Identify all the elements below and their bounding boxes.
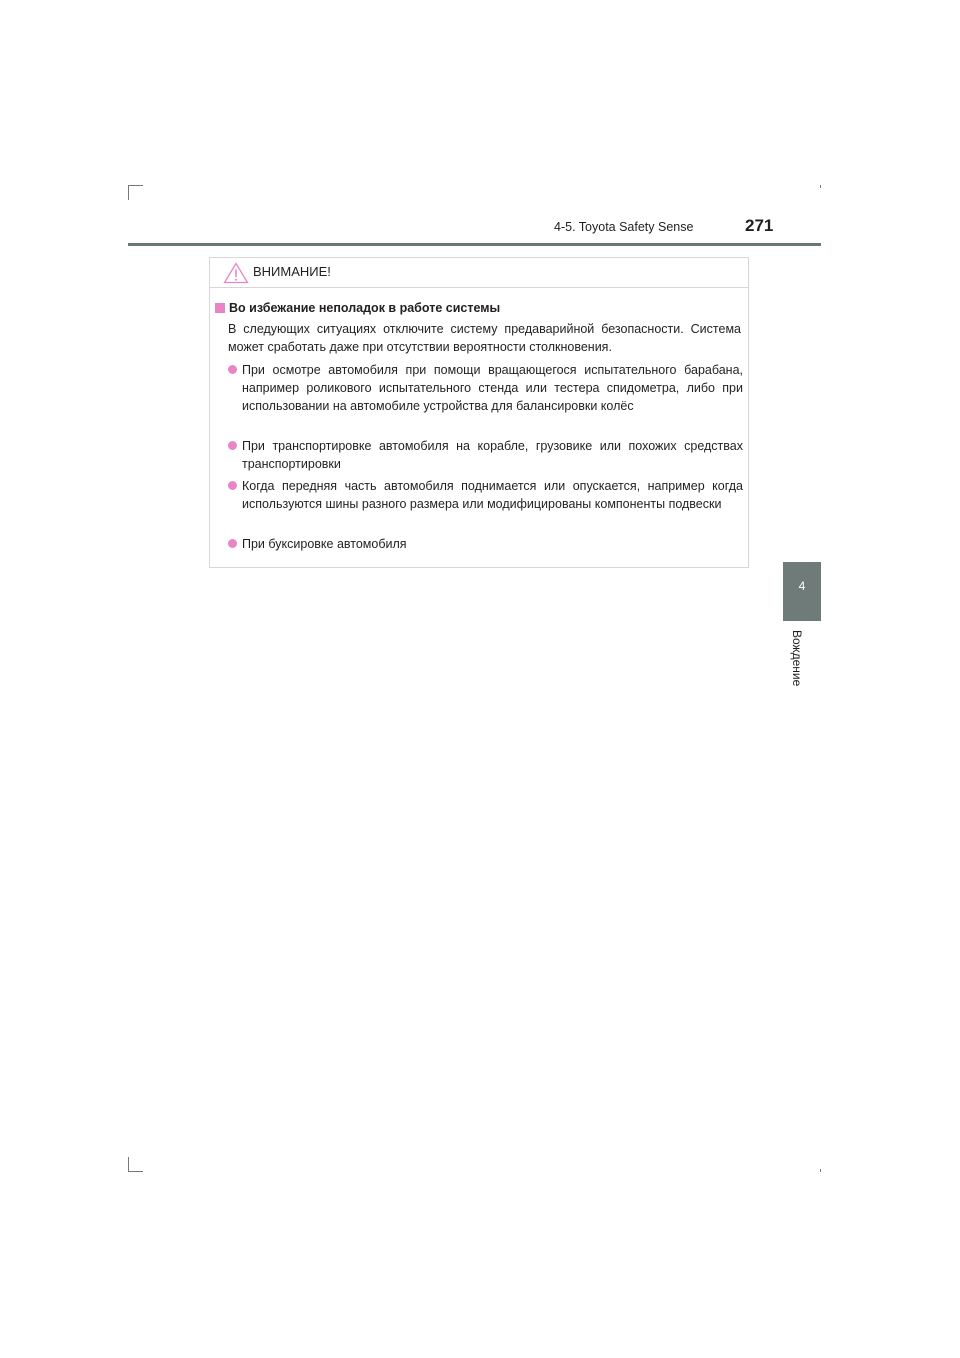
- list-item-text: При осмотре автомобиля при помощи вращающегося испытательного барабана, например роликового испытательного стенда или тестера спидометра, либо при использовании на автомобиле устройства для балансировки колёс: [242, 363, 743, 413]
- list-item-text: При буксировке автомобиля: [242, 537, 407, 551]
- chapter-tab[interactable]: [783, 562, 821, 621]
- list-item-text: При транспортировке автомобиля на корабле, грузовике или похожих средствах транспортировки: [242, 439, 743, 471]
- header-divider: [128, 243, 821, 246]
- list-item: [228, 361, 743, 415]
- crop-mark: [128, 1157, 129, 1172]
- list-item: [228, 437, 743, 473]
- warning-box: [209, 257, 749, 568]
- section-heading: [215, 301, 500, 315]
- bullet-dot-icon: [228, 365, 237, 374]
- crop-mark: [820, 1169, 821, 1172]
- warning-title: ВНИМАНИЕ!: [253, 264, 331, 279]
- intro-paragraph: В следующих ситуациях отключите систему предаварийной безопасности. Система может сработать даже при отсутствии вероятности столкновения.: [228, 322, 741, 354]
- list-item-text: Когда передняя часть автомобиля поднимается или опускается, например когда используются шины разного размера или модифицированы компоненты подвески: [242, 479, 743, 511]
- warning-header: [210, 258, 748, 288]
- crop-mark: [128, 185, 143, 186]
- bullet-dot-icon: [228, 539, 237, 548]
- section-heading-text: Во избежание неполадок в работе системы: [229, 301, 501, 315]
- list-item: [228, 477, 743, 513]
- bullet-dot-icon: [228, 441, 237, 450]
- crop-mark: [128, 185, 129, 200]
- warning-triangle-icon: [223, 262, 249, 284]
- list-item: [228, 535, 743, 553]
- crop-mark: [128, 1171, 143, 1172]
- square-bullet-icon: [215, 303, 225, 313]
- bullet-dot-icon: [228, 481, 237, 490]
- crop-mark: [820, 185, 821, 188]
- page-number: 271: [745, 216, 774, 235]
- header-section-title: 4-5. Toyota Safety Sense: [554, 220, 694, 234]
- chapter-number: 4: [798, 579, 806, 593]
- chapter-label: Вождение: [790, 630, 804, 687]
